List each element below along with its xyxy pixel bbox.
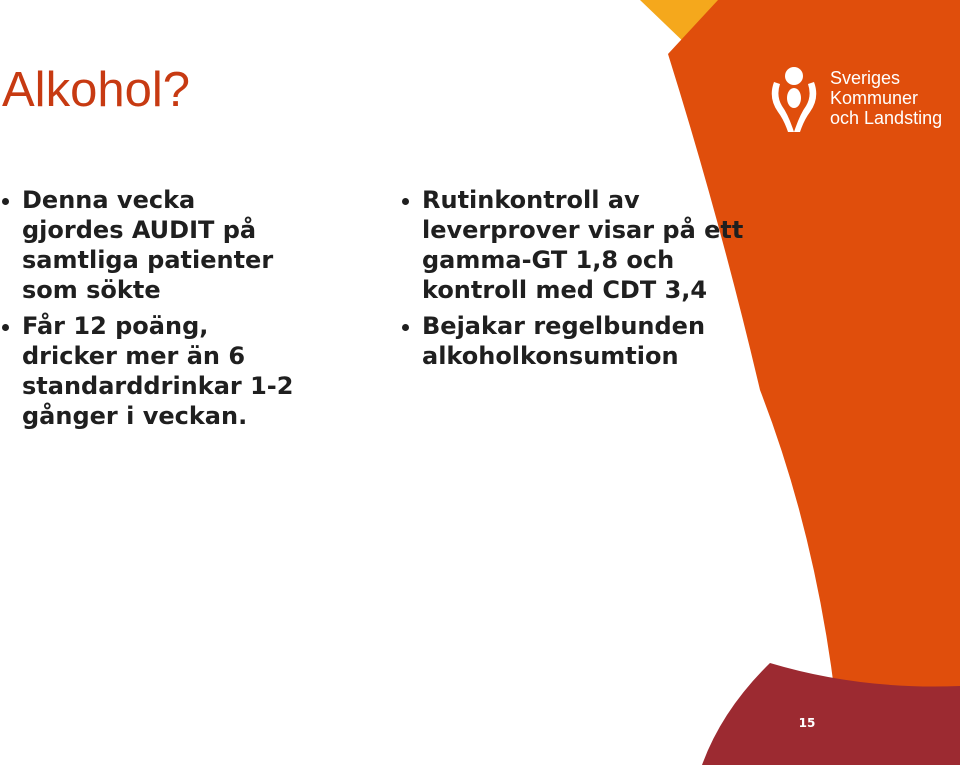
logo-line-3: och Landsting	[830, 108, 943, 128]
bullet-dot-icon	[2, 198, 9, 205]
bullet-text: Rutinkontroll av leverprover visar på ett gamma-GT 1,8 och kontroll med CDT 3,4	[422, 186, 744, 304]
bullet-item	[0, 185, 300, 305]
left-bullet-list	[0, 185, 300, 437]
skl-emblem-icon	[766, 62, 822, 134]
bullet-item	[400, 311, 760, 371]
bullet-dot-icon	[402, 198, 409, 205]
slide-title: Alkohol?	[2, 63, 190, 117]
logo-text	[830, 68, 942, 128]
bullet-text: Får 12 poäng, dricker mer än 6 standarddrinkar 1-2 gånger i veckan.	[22, 312, 294, 430]
organization-logo	[766, 62, 946, 134]
page-number: 15	[798, 716, 816, 730]
right-bullet-list	[400, 185, 760, 377]
bullet-text: Denna vecka gjordes AUDIT på samtliga patienter som sökte	[22, 186, 274, 304]
bullet-dot-icon	[402, 324, 409, 331]
bullet-dot-icon	[2, 324, 9, 331]
bullet-item	[0, 311, 300, 431]
bullet-text: Bejakar regelbunden alkoholkonsumtion	[422, 312, 706, 370]
bullet-item	[400, 185, 760, 305]
logo-line-1: Sveriges	[830, 68, 901, 88]
logo-line-2: Kommuner	[830, 88, 919, 108]
